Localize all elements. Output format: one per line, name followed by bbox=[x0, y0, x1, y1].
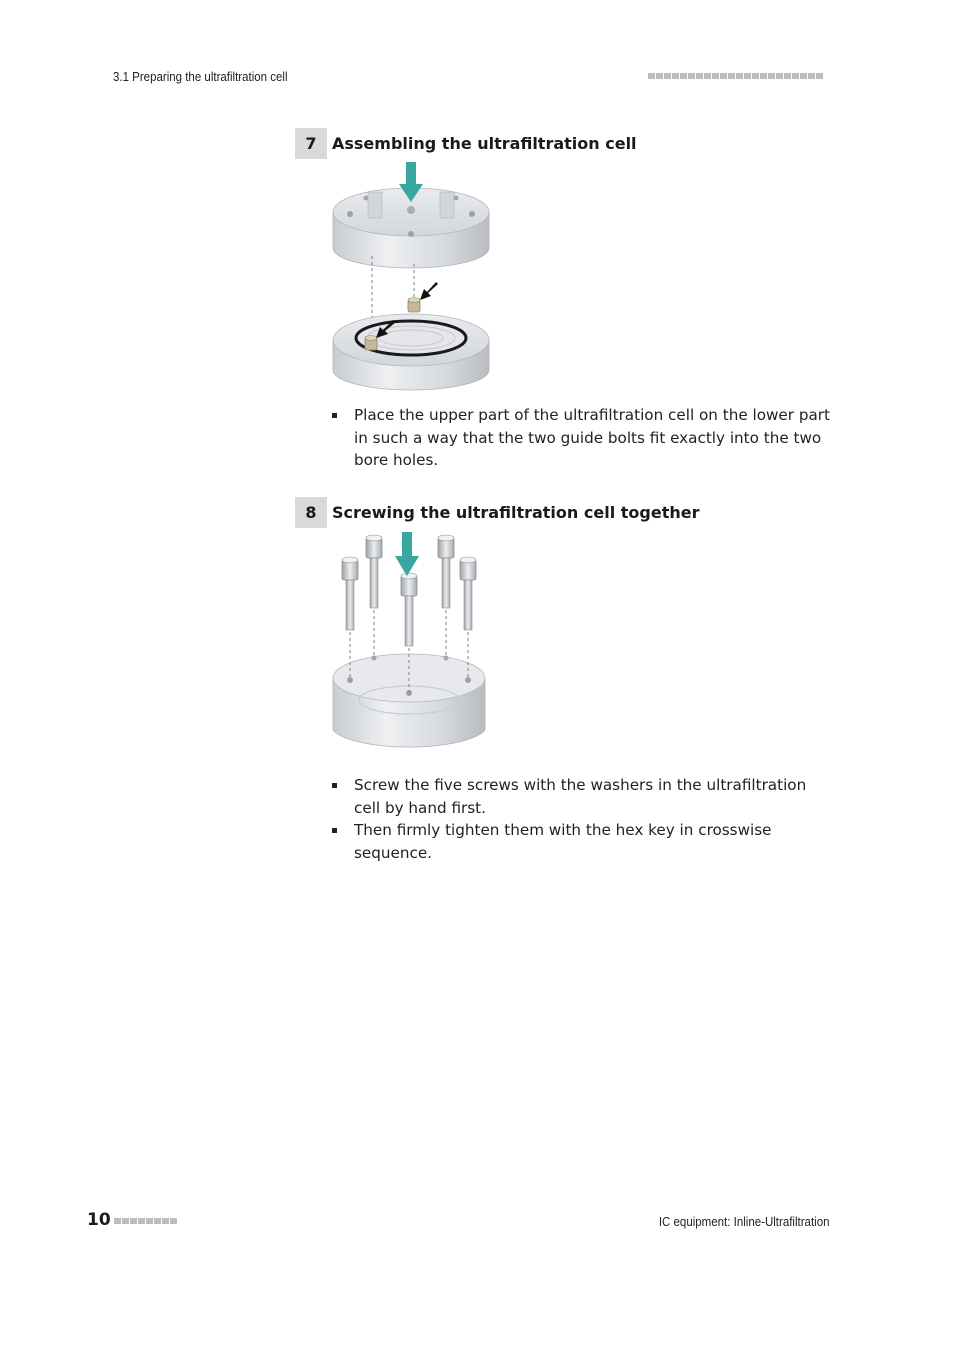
step-number: 8 bbox=[295, 497, 327, 528]
page-number: 10 bbox=[87, 1210, 111, 1230]
document-title: IC equipment: Inline-Ultrafiltration bbox=[658, 1215, 829, 1229]
list-item: Then firmly tighten them with the hex key in crosswise sequence. bbox=[332, 819, 832, 864]
step-8-heading bbox=[295, 497, 699, 528]
screws-illustration bbox=[328, 530, 498, 758]
assembly-illustration bbox=[328, 160, 498, 392]
running-header: 3.1 Preparing the ultrafiltration cell bbox=[113, 70, 288, 84]
step-7-heading bbox=[295, 128, 637, 159]
header-decoration bbox=[648, 73, 823, 79]
list-item: Screw the five screws with the washers in the ultrafiltration cell by hand first. bbox=[332, 774, 832, 819]
footer-decoration bbox=[114, 1218, 177, 1224]
step-number: 7 bbox=[295, 128, 327, 159]
step-title: Screwing the ultrafiltration cell together bbox=[332, 503, 700, 522]
step-title: Assembling the ultrafiltration cell bbox=[332, 134, 637, 153]
step-8-instructions bbox=[332, 774, 832, 864]
step-7-instructions bbox=[332, 404, 832, 472]
list-item: Place the upper part of the ultrafiltration cell on the lower part in such a way that the two guide bolts fit exactly into the two bore holes. bbox=[332, 404, 832, 472]
